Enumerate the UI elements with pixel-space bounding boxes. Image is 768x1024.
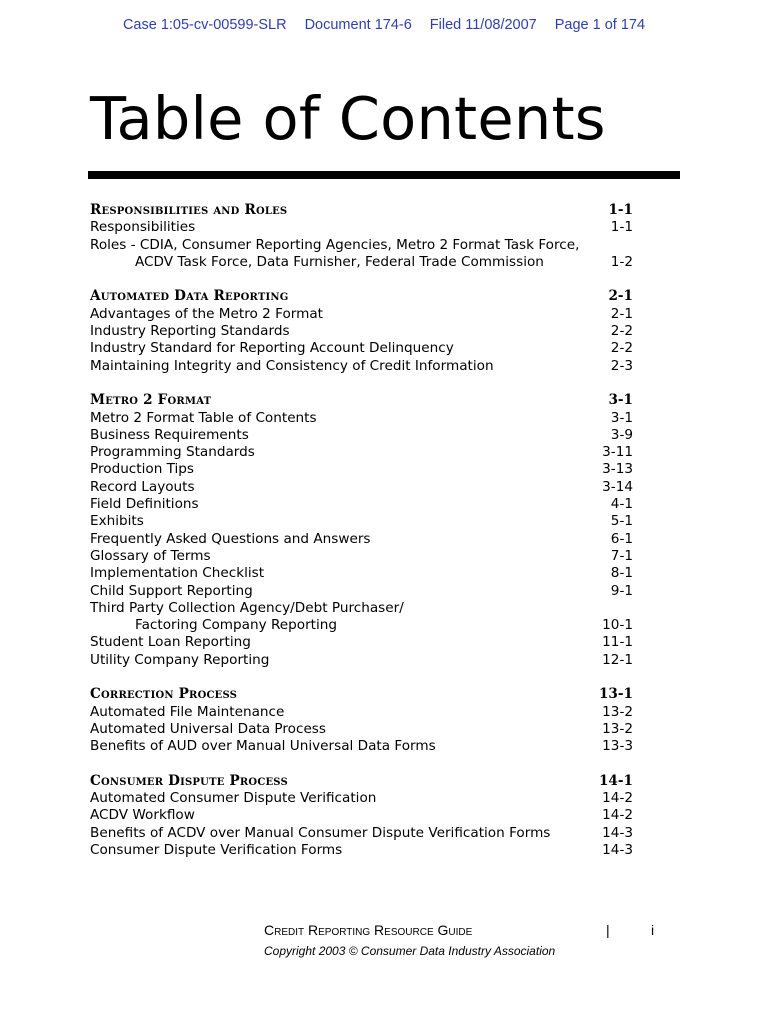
section-page-number: 1-1 bbox=[608, 202, 633, 218]
toc-entry-page: 10-1 bbox=[602, 617, 633, 634]
toc-entry-page: 3-14 bbox=[602, 478, 633, 495]
toc-section-heading bbox=[90, 202, 633, 219]
toc-section bbox=[90, 288, 633, 374]
toc-entry bbox=[90, 634, 633, 651]
toc-entry-page: 11-1 bbox=[602, 634, 633, 651]
toc-entry-text: Implementation Checklist bbox=[90, 565, 265, 582]
toc-entry-page: 13-3 bbox=[602, 738, 633, 755]
title-divider bbox=[88, 171, 680, 179]
toc-entry bbox=[90, 410, 633, 427]
toc-entry-page: 3-11 bbox=[602, 444, 633, 461]
toc-entry-wrapper bbox=[90, 461, 194, 478]
page-title: Table of Contents bbox=[90, 84, 606, 153]
toc-entry-page: 8-1 bbox=[610, 565, 633, 582]
toc-entry-wrapper bbox=[90, 323, 290, 340]
toc-entry-wrapper bbox=[90, 825, 550, 842]
toc-entry-wrapper bbox=[90, 583, 253, 600]
footer-guide-title: Credit Reporting Resource Guide bbox=[264, 922, 473, 938]
toc-entry-wrapper bbox=[90, 704, 284, 721]
toc-entry bbox=[90, 825, 633, 842]
toc-entry-page: 5-1 bbox=[610, 513, 633, 530]
toc-entry-wrapper bbox=[90, 634, 251, 651]
section-heading-text: Consumer Dispute Process bbox=[90, 772, 288, 789]
toc-entry bbox=[90, 444, 633, 461]
page-footer bbox=[264, 922, 664, 958]
section-heading-text: Responsibilities and Roles bbox=[90, 202, 288, 218]
toc-entry bbox=[90, 513, 633, 530]
toc-entry-wrapper bbox=[90, 496, 199, 513]
toc-section bbox=[90, 773, 633, 859]
toc-entry-page: 12-1 bbox=[602, 651, 633, 668]
toc-entry-wrapper bbox=[90, 479, 195, 496]
toc-entry-wrapper bbox=[90, 219, 195, 236]
toc-entry-text: Automated Universal Data Process bbox=[90, 720, 326, 737]
toc-entry-page: 14-2 bbox=[602, 807, 633, 824]
toc-entry-text: Third Party Collection Agency/Debt Purchaser/ bbox=[90, 599, 404, 616]
toc-section-heading bbox=[90, 686, 633, 703]
toc-entry-text: Industry Standard for Reporting Account Delinquency bbox=[90, 340, 454, 357]
toc-entry-wrapper bbox=[90, 444, 255, 461]
toc-entry-page: 2-2 bbox=[610, 323, 633, 340]
toc-entry-text: Child Support Reporting bbox=[90, 582, 253, 599]
toc-entry-page: 6-1 bbox=[610, 530, 633, 547]
toc-entry-text: Student Loan Reporting bbox=[90, 634, 251, 651]
toc-entry-text: Automated File Maintenance bbox=[90, 703, 285, 720]
toc-entry-page: 13-2 bbox=[602, 720, 633, 737]
toc-entry-wrapper bbox=[90, 842, 342, 859]
toc-section bbox=[90, 202, 633, 271]
toc-entry-text: Maintaining Integrity and Consistency of Credit Information bbox=[90, 357, 494, 374]
toc-entry-text: Production Tips bbox=[90, 461, 195, 478]
toc-entry-text: Automated Consumer Dispute Verification bbox=[90, 790, 377, 807]
toc-entry-wrapper bbox=[90, 652, 269, 669]
case-number: Case 1:05-cv-00599-SLR bbox=[122, 17, 287, 33]
toc-entry-wrapper bbox=[90, 237, 579, 272]
toc-entry-page: 3-13 bbox=[602, 461, 633, 478]
section-heading-text: Correction Process bbox=[90, 686, 238, 703]
toc-entry-continuation: Factoring Company Reporting bbox=[135, 617, 338, 634]
toc-entry-page: 1-1 bbox=[610, 219, 633, 236]
toc-entry-text: Utility Company Reporting bbox=[90, 651, 270, 668]
toc-entry bbox=[90, 306, 633, 323]
toc-entry bbox=[90, 548, 633, 565]
toc-entry-page: 2-1 bbox=[610, 305, 633, 322]
toc-entry bbox=[90, 600, 633, 635]
footer-copyright: Copyright 2003 © Consumer Data Industry Association bbox=[264, 944, 556, 958]
toc-entry-text: Benefits of ACDV over Manual Consumer Dispute Verification Forms bbox=[90, 824, 551, 841]
toc-entry-page: 1-2 bbox=[610, 253, 633, 270]
toc-entry-text: Frequently Asked Questions and Answers bbox=[90, 530, 371, 547]
toc-entry bbox=[90, 790, 633, 807]
toc-entry-text: Responsibilities bbox=[90, 219, 196, 236]
page-indicator: Page 1 of 174 bbox=[554, 17, 646, 33]
toc-entry-page: 2-2 bbox=[610, 340, 633, 357]
toc-entry-wrapper bbox=[90, 600, 404, 635]
toc-section-heading bbox=[90, 773, 633, 790]
toc-entry-page: 2-3 bbox=[610, 357, 633, 374]
toc-entry-wrapper bbox=[90, 565, 264, 582]
toc-entry bbox=[90, 565, 633, 582]
toc-entry-page: 3-1 bbox=[610, 409, 633, 426]
toc-entry-text: Advantages of the Metro 2 Format bbox=[90, 305, 324, 322]
toc-entry-page: 14-3 bbox=[602, 824, 633, 841]
toc-entry-wrapper bbox=[90, 340, 454, 357]
toc-entry bbox=[90, 842, 633, 859]
toc-entry bbox=[90, 738, 633, 755]
toc-entry-text: ACDV Workflow bbox=[90, 807, 195, 824]
footer-separator: | bbox=[606, 922, 610, 938]
toc-entry-wrapper bbox=[90, 410, 317, 427]
toc-entry-page: 7-1 bbox=[610, 547, 633, 564]
toc-entry bbox=[90, 219, 633, 236]
toc-entry-text: Business Requirements bbox=[90, 426, 249, 443]
toc-section-heading bbox=[90, 288, 633, 305]
toc-entry-continuation: ACDV Task Force, Data Furnisher, Federal Trade Commission bbox=[135, 253, 544, 270]
toc-entry-text: Glossary of Terms bbox=[90, 547, 211, 564]
toc-entry bbox=[90, 807, 633, 824]
toc-entry-wrapper bbox=[90, 790, 376, 807]
toc-entry bbox=[90, 340, 633, 357]
toc-entry-wrapper bbox=[90, 358, 494, 375]
toc-entry-wrapper bbox=[90, 427, 249, 444]
toc-section bbox=[90, 392, 633, 669]
toc-entry bbox=[90, 358, 633, 375]
toc-entry bbox=[90, 583, 633, 600]
toc-section-heading bbox=[90, 392, 633, 409]
toc-entry-text: Programming Standards bbox=[90, 444, 255, 461]
toc-entry-page: 14-3 bbox=[602, 841, 633, 858]
toc-entry-wrapper bbox=[90, 738, 436, 755]
section-page-number: 13-1 bbox=[598, 686, 633, 703]
toc-entry-text: Field Definitions bbox=[90, 496, 199, 513]
toc-entry-text: Consumer Dispute Verification Forms bbox=[90, 841, 343, 858]
toc-entry-wrapper bbox=[90, 807, 195, 824]
toc-entry-text: Metro 2 Format Table of Contents bbox=[90, 409, 317, 426]
footer-page-number: i bbox=[651, 922, 655, 938]
toc-entry bbox=[90, 721, 633, 738]
toc-entry-text: Record Layouts bbox=[90, 478, 195, 495]
toc-entry bbox=[90, 427, 633, 444]
toc-entry-text: Industry Reporting Standards bbox=[90, 323, 290, 340]
toc-section bbox=[90, 686, 633, 755]
toc-entry-page: 9-1 bbox=[610, 582, 633, 599]
table-of-contents bbox=[90, 202, 633, 877]
section-heading-text: Metro 2 Format bbox=[90, 392, 212, 409]
toc-entry-wrapper bbox=[90, 531, 371, 548]
toc-entry bbox=[90, 237, 633, 272]
toc-entry bbox=[90, 531, 633, 548]
court-filing-header bbox=[0, 17, 768, 33]
toc-entry bbox=[90, 323, 633, 340]
toc-entry-text: Benefits of AUD over Manual Universal Data Forms bbox=[90, 738, 436, 755]
toc-entry-wrapper bbox=[90, 306, 323, 323]
filed-date: Filed 11/08/2007 bbox=[429, 17, 537, 33]
toc-entry-wrapper bbox=[90, 721, 326, 738]
section-page-number: 3-1 bbox=[608, 392, 633, 409]
toc-entry bbox=[90, 704, 633, 721]
toc-entry-text: Roles - CDIA, Consumer Reporting Agencies, Metro 2 Format Task Force, bbox=[90, 236, 580, 253]
toc-entry-page: 3-9 bbox=[610, 426, 633, 443]
section-page-number: 14-1 bbox=[598, 772, 633, 789]
toc-entry-wrapper bbox=[90, 513, 144, 530]
document-number: Document 174-6 bbox=[304, 17, 412, 33]
section-heading-text: Automated Data Reporting bbox=[90, 288, 289, 305]
toc-entry-page: 13-2 bbox=[602, 703, 633, 720]
section-page-number: 2-1 bbox=[608, 288, 633, 305]
toc-entry bbox=[90, 461, 633, 478]
toc-entry-wrapper bbox=[90, 548, 211, 565]
toc-entry-text: Exhibits bbox=[90, 513, 144, 530]
toc-entry-page: 14-2 bbox=[602, 790, 633, 807]
toc-entry bbox=[90, 496, 633, 513]
toc-entry bbox=[90, 479, 633, 496]
toc-entry-page: 4-1 bbox=[610, 496, 633, 513]
toc-entry bbox=[90, 652, 633, 669]
